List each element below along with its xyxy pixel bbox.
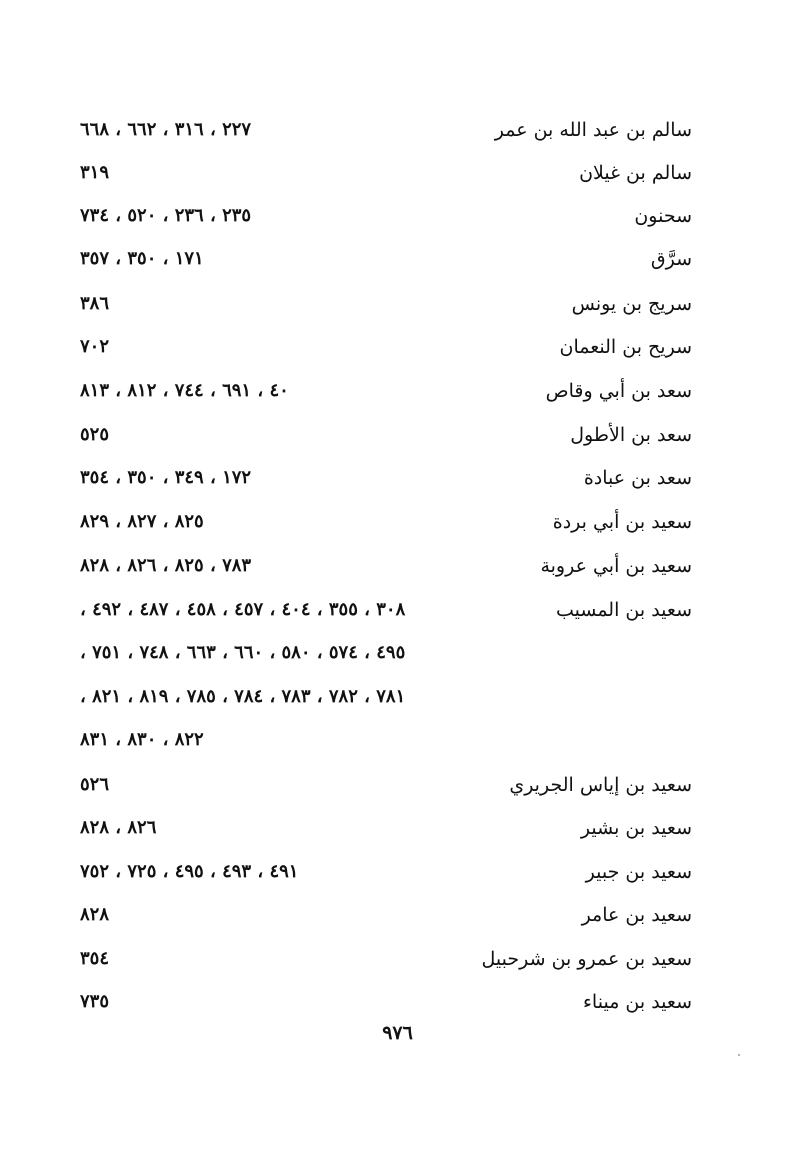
entry-name: سعيد بن عمرو بن شرحبيل <box>481 948 692 970</box>
entry-name: سعيد بن عامر <box>581 904 692 926</box>
index-entry <box>0 548 795 584</box>
entry-name: سحنون <box>634 205 692 227</box>
index-entry <box>0 810 795 846</box>
index-entry <box>0 854 795 890</box>
entry-pages: ٨٢٢ ، ٨٣٠ ، ٨٣١ <box>80 729 204 750</box>
entry-pages: ٧٨١ ، ٧٨٢ ، ٧٨٣ ، ٧٨٤ ، ٧٨٥ ، ٨١٩ ، ٨٢١ ، <box>80 686 406 707</box>
index-entry <box>0 286 795 322</box>
entry-pages: ٣٥٤ <box>80 948 110 969</box>
entry-pages: ٧٣٥ <box>80 991 110 1012</box>
entry-name: سعيد بن إياس الجريري <box>509 774 692 796</box>
page-number: ٩٧٦ <box>382 1022 413 1044</box>
index-entry <box>0 155 795 191</box>
entry-name: سعيد بن أبي بردة <box>552 511 692 533</box>
entry-pages: ٨٢٥ ، ٨٢٧ ، ٨٢٩ <box>80 511 204 532</box>
index-entry <box>0 112 795 148</box>
index-entry <box>0 984 795 1020</box>
index-entry <box>0 329 795 365</box>
index-entry <box>0 504 795 540</box>
entry-pages: ٥٢٦ <box>80 774 110 795</box>
entry-pages: ٥٢٥ <box>80 424 110 445</box>
entry-pages: ١٧٢ ، ٣٤٩ ، ٣٥٠ ، ٣٥٤ <box>80 467 252 488</box>
entry-name: سعد بن أبي وقاص <box>545 380 692 402</box>
entry-name: سرَّق <box>650 248 692 270</box>
entry-name: سعيد بن بشير <box>580 817 692 839</box>
index-entry <box>0 417 795 453</box>
entry-pages: ٧٠٢ <box>80 336 110 357</box>
index-entry <box>0 373 795 409</box>
entry-name: سعيد بن المسيب <box>555 599 692 621</box>
entry-name: سعد بن عبادة <box>583 467 692 489</box>
entry-name: سريج بن يونس <box>571 293 692 315</box>
index-entry-continuation <box>0 722 795 758</box>
index-entry <box>0 198 795 234</box>
index-entry-continuation <box>0 679 795 715</box>
index-entry-continuation <box>0 635 795 671</box>
entry-pages: ٧٨٣ ، ٨٢٥ ، ٨٢٦ ، ٨٢٨ <box>80 555 252 576</box>
index-entry <box>0 941 795 977</box>
index-entry <box>0 897 795 933</box>
entry-pages: ٣١٩ <box>80 162 110 183</box>
entry-pages: ٨٢٦ ، ٨٢٨ <box>80 817 157 838</box>
entry-name: سعيد بن ميناء <box>583 991 692 1013</box>
index-entry <box>0 767 795 803</box>
entry-pages: ٢٣٥ ، ٢٣٦ ، ٥٢٠ ، ٧٣٤ <box>80 205 252 226</box>
entry-pages: ٢٢٧ ، ٣١٦ ، ٦٦٢ ، ٦٦٨ <box>80 119 252 140</box>
entry-name: سريح بن النعمان <box>559 336 692 358</box>
entry-name: سعيد بن أبي عروبة <box>540 555 692 577</box>
scan-speck <box>738 1054 740 1056</box>
entry-pages: ١٧١ ، ٣٥٠ ، ٣٥٧ <box>80 248 204 269</box>
index-entry <box>0 592 795 628</box>
entry-pages: ٤٩٥ ، ٥٧٤ ، ٥٨٠ ، ٦٦٠ ، ٦٦٣ ، ٧٤٨ ، ٧٥١ ، <box>80 642 406 663</box>
entry-pages: ٣٠٨ ، ٣٥٥ ، ٤٠٤ ، ٤٥٧ ، ٤٥٨ ، ٤٨٧ ، ٤٩٢ ، <box>80 599 406 620</box>
entry-pages: ٤٩١ ، ٤٩٣ ، ٤٩٥ ، ٧٢٥ ، ٧٥٢ <box>80 861 299 882</box>
entry-name: سالم بن غيلان <box>579 162 692 184</box>
index-entry <box>0 241 795 277</box>
entry-name: سالم بن عبد الله بن عمر <box>494 119 692 141</box>
index-entry <box>0 460 795 496</box>
entry-name: سعد بن الأطول <box>570 424 692 446</box>
entry-pages: ٤٠ ، ٦٩١ ، ٧٤٤ ، ٨١٢ ، ٨١٣ <box>80 380 289 401</box>
entry-pages: ٣٨٦ <box>80 293 110 314</box>
entry-name: سعيد بن جبير <box>585 861 692 883</box>
entry-pages: ٨٢٨ <box>80 904 110 925</box>
